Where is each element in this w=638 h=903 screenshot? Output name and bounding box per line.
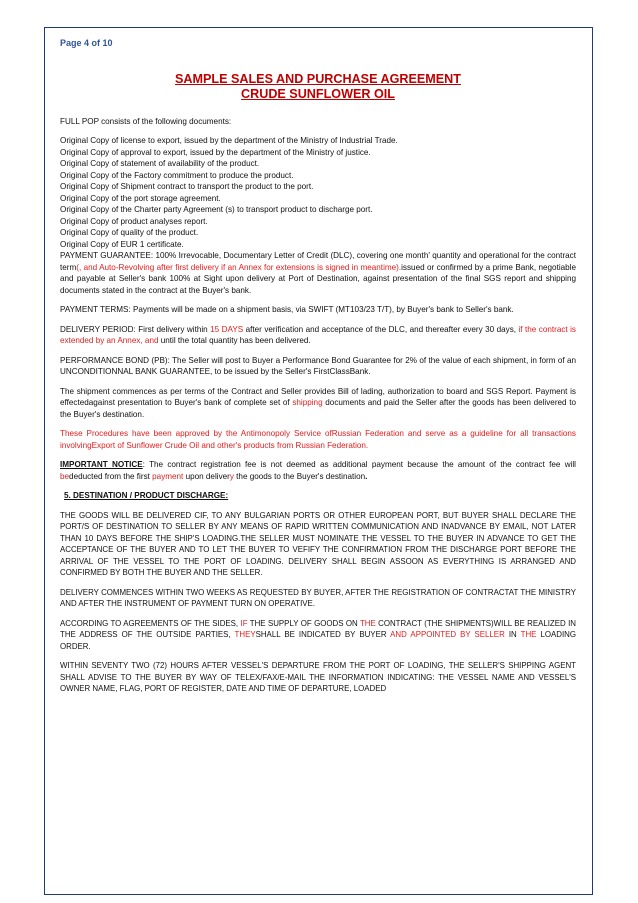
important-notice-end: .	[365, 471, 368, 481]
pop-document-list	[60, 135, 576, 250]
performance-bond-paragraph: PERFORMANCE BOND (PB): The Seller will post to Buyer a Performance Bond Guarantee for 2% of the value of each shipment, in form of an UNCONDITIONNAL BANK GUARANTEE, to be issued by the Seller's FirstClassBank.	[60, 355, 576, 376]
shipment-text-2: documents and paid the Seller after the goods has been delivered to the Buyer's destination.	[60, 398, 577, 419]
payment-terms-paragraph: PAYMENT TERMS: Payments will be made on a shipment basis, via SWIFT (MT103/23 T/T), by Buyer's bank to Seller's bank.	[60, 305, 514, 314]
list-item: Original Copy of the port storage agreement.	[60, 193, 221, 203]
document-body	[60, 38, 576, 703]
according-text-5: IN	[504, 630, 521, 639]
according-text-4: SHALL BE INDICATED BY BUYER	[255, 630, 391, 639]
according-text: ACCORDING TO AGREEMENTS OF THE SIDES,	[60, 618, 241, 628]
page-number: Page 4 of 10	[60, 38, 113, 48]
important-notice-highlight: be	[60, 471, 70, 481]
list-item: Original Copy of Shipment contract to transport the product to the port.	[60, 182, 314, 191]
section-5-heading: 5. DESTINATION / PRODUCT DISCHARGE:	[64, 491, 229, 500]
delivery-period-highlight: 15 DAYS	[210, 324, 244, 334]
list-item: Original Copy of the Factory commitment to produce the product.	[60, 170, 294, 180]
important-notice-highlight-2: payment	[152, 471, 184, 481]
list-item: Original Copy of the Charter party Agreement (s) to transport product to discharge port.	[60, 205, 373, 214]
shipment-highlight: shipping	[292, 398, 323, 407]
list-item: Original Copy of approval to export, issued by the department of the Ministry of justice.	[60, 147, 371, 157]
list-item: Original Copy of product analyses report.	[60, 216, 208, 226]
list-item: Original Copy of statement of availability of the product.	[60, 159, 260, 168]
delivery-period-text-3: until the total quantity has been delivered.	[158, 336, 311, 345]
payment-guarantee-text-2: issued or confirmed by a prime Bank, negotiable and payable at Seller's bank 100% at Sight upon delivery at Port of Destination, against presentation of the final SGS report and shipping documents stated in the contract at the Buyer's bank.	[60, 262, 576, 295]
important-notice-label: IMPORTANT NOTICE	[60, 460, 143, 469]
according-highlight-5: THE	[520, 630, 537, 639]
according-highlight-3: THEY	[234, 630, 256, 639]
according-highlight: IF	[240, 618, 248, 628]
according-text-2: THE SUPPLY OF GOODS ON	[247, 618, 360, 628]
title-line-1: SAMPLE SALES AND PURCHASE AGREEMENT	[175, 71, 461, 86]
delivery-period-text-2: after verification and acceptance of the DLC, and thereafter every 30 days,	[243, 324, 519, 334]
list-item: Original Copy of EUR 1 certificate.	[60, 239, 184, 249]
important-notice-text-2: deducted from the first	[69, 471, 153, 481]
important-notice-paragraph	[60, 459, 576, 482]
payment-guarantee-paragraph	[60, 250, 576, 296]
delivery-period-highlight-2: if the contract is extended by an Annex, and	[60, 324, 576, 345]
procedures-paragraph: These Procedures have been approved by the Antimonopoly Service ofRussian Federation and serve as a guideline for all transactions involvingExport of Sunflower Crude Oil and other's products from Russian Federation.	[60, 429, 576, 450]
title-line-2: CRUDE SUNFLOWER OIL	[241, 86, 395, 101]
list-item: Original Copy of license to export, issued by the department of the Ministry of Industrial Trade.	[60, 136, 398, 145]
shipment-paragraph	[60, 386, 576, 421]
delivery-period-paragraph	[60, 324, 576, 347]
according-highlight-2: THE	[359, 618, 376, 628]
within-72-hours-paragraph: WITHIN SEVENTY TWO (72) HOURS AFTER VESSEL'S DEPARTURE FROM THE PORT OF LOADING, THE SELLER'S SHIPPING AGENT SHALL ADVISE TO THE BUYER BY WAY OF TELEX/FAX/E-MAIL THE INFORMATION INDICATING: THE VESSEL NAME AND VESSEL'S OWNER NAME, FLAG, PORT OF REGISTER, DATE AND TIME OF DEPARTURE, LOADED	[60, 661, 576, 693]
shipment-text: The shipment commences as per terms of the Contract and Seller provides Bill of lading, authorization to board and SGS Report. Payment is effectedagainst presentation to Buyer's bank of complete set of	[60, 386, 576, 407]
according-paragraph	[60, 618, 576, 653]
document-title	[60, 72, 576, 102]
according-text-3: CONTRACT (THE SHIPMENTS)WILL BE REALIZED IN THE ADDRESS OF THE OUTSIDE PARTIES,	[60, 618, 576, 639]
payment-guarantee-text: PAYMENT GUARANTEE: 100% Irrevocable, Documentary Letter of Credit (DLC), covering one month' quantity and operational for the contract term	[60, 251, 576, 272]
delivery-commences-paragraph: DELIVERY COMMENCES WITHIN TWO WEEKS AS REQUESTED BY BUYER, AFTER THE REGISTRATION OF CONTRACTAT THE MINISTRY AND AFTER THE INSTRUMENT OF PAYMENT TURN ON OPERATIVE.	[60, 587, 576, 608]
according-highlight-4: AND APPOINTED BY SELLER	[390, 630, 505, 639]
important-notice-highlight-3: y	[229, 471, 234, 481]
goods-delivery-paragraph: THE GOODS WILL BE DELIVERED CIF, TO ANY BULGARIAN PORTS OR OTHER EUROPEAN PORT, BUT BUYER SHALL DECLARE THE PORT/S OF DESTINATION TO SELLER BY ANY MEANS OF RAPID WRITTEN COMMUNICATION AND INADVANCE BY EMAIL, NOT LATER THAN 10 DAYS BEFORE THE SHIP'S LOADING.THE SELLER MUST NOMINATE THE VESSEL TO THE BUYER IN ADVANCE TO GET THE ACCEPTANCE OF THE BUYER AND TO LET THE BUYER TO VEFIFY THE CONFIRMATION FROM THE DISCHARGE PORT BEFORE THE ARRIVAL OF THE VESSEL TO THE PORT OF LOADING. DELIVERY SHALL BEGIN ASSOON AS EVERYTHING IS ARRANGED AND CONFIRMED BY BOTH THE BUYER AND THE SELLER.	[60, 510, 576, 577]
payment-guarantee-highlight: (, and Auto-Revolving after first delivery if an Annex for extensions is signed in meantime).	[76, 262, 402, 272]
important-notice-text-4: the goods to the Buyer's destination	[233, 471, 366, 481]
list-item: Original Copy of quality of the product.	[60, 228, 199, 237]
delivery-period-text: DELIVERY PERIOD: First delivery within	[60, 324, 211, 334]
according-text-6: LOADING ORDER.	[60, 630, 577, 651]
important-notice-text: : The contract registration fee is not deemed as additional payment because the amount of the contract fee will	[142, 460, 576, 469]
pop-intro: FULL POP consists of the following documents:	[60, 116, 232, 126]
important-notice-text-3: upon deliver	[183, 471, 230, 481]
